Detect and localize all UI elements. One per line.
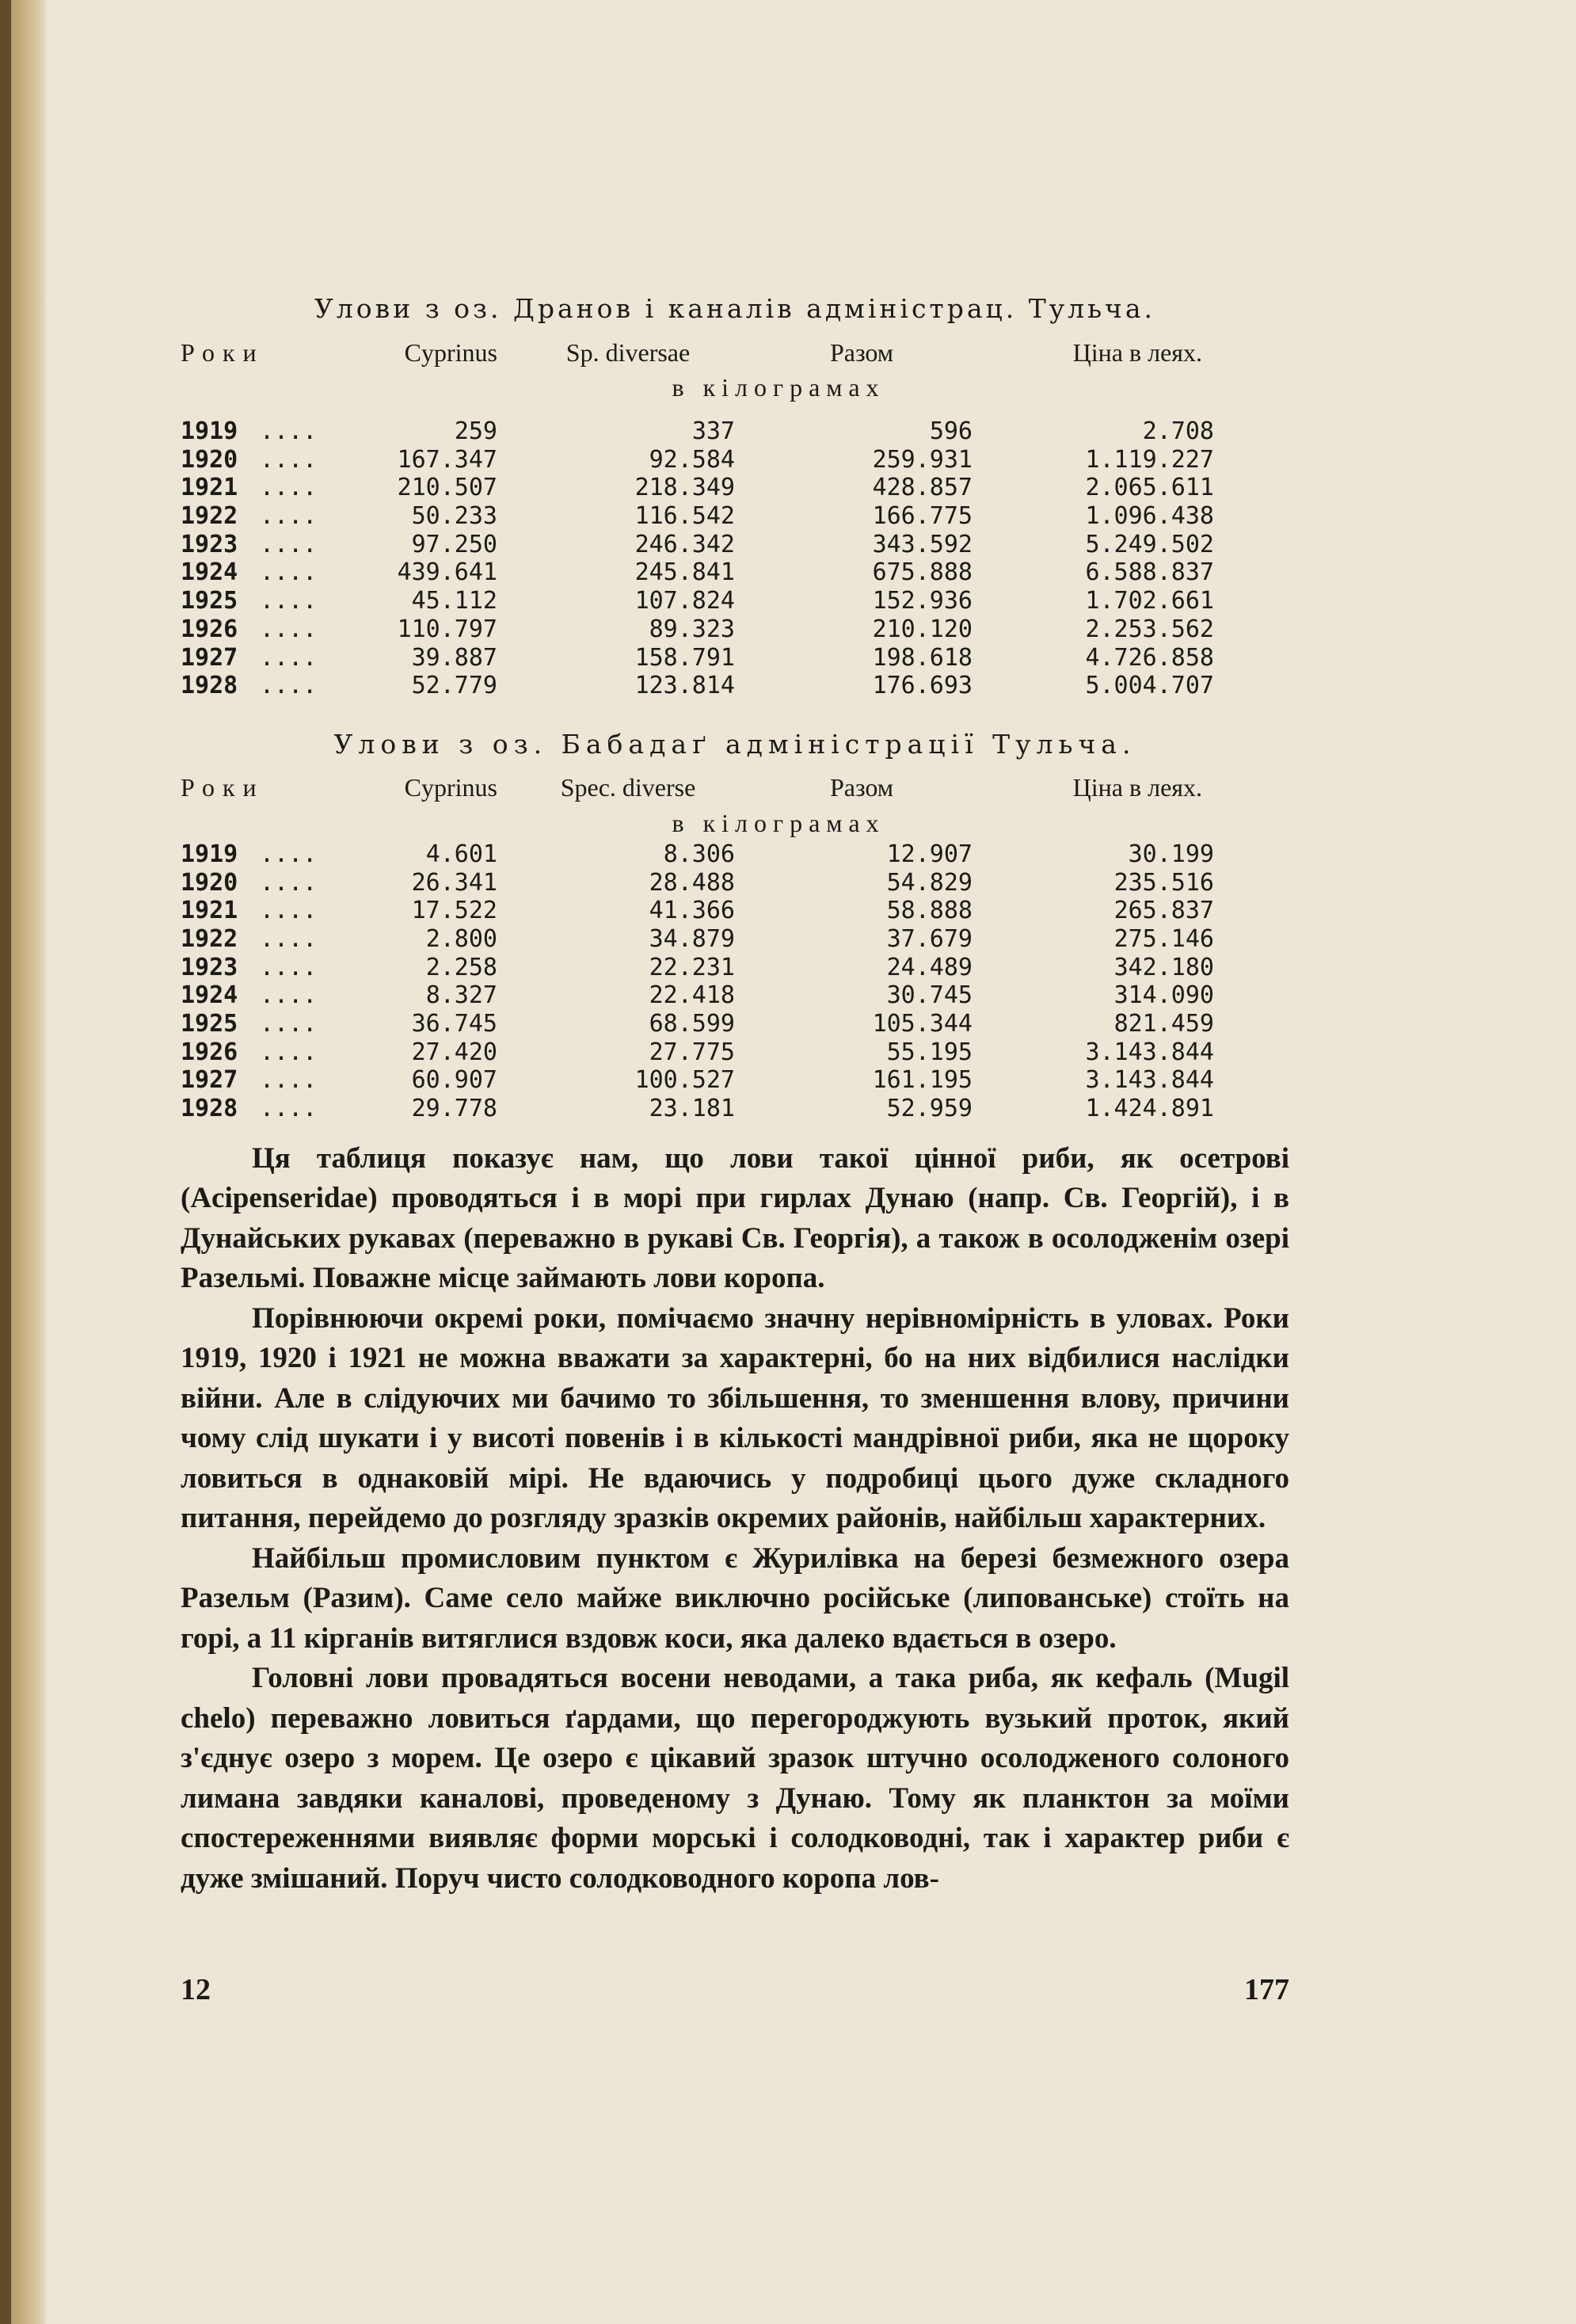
price-cell: 4.726.858 [1085,643,1214,672]
cyprinus-cell: 167.347 [397,445,497,474]
diverse-cell: 8.306 [663,840,735,868]
paragraph: Найбільш промисловим пунктом є Журилівка на березі безмежного озера Разельм (Разим). Саме село майже виключно російське (липованське) стоїть на горі, а 11 кірганів витяглися вздовж коси, яка далеко вдається в озеро. [181,1541,1289,1655]
leader-dots: .... [260,897,318,925]
leader-dots: .... [260,1038,318,1066]
diverse-cell: 123.814 [634,672,735,700]
year-cell: 1928 [181,1095,238,1123]
leader-dots: .... [260,1010,318,1038]
diverse-cell: 218.349 [634,474,735,502]
cyprinus-cell: 45.112 [411,587,497,615]
price-cell: 314.090 [1113,981,1214,1010]
price-cell: 1.424.891 [1085,1095,1214,1123]
year-cell: 1920 [181,445,238,474]
price-cell: 235.516 [1113,868,1214,897]
leader-dots: .... [260,924,318,953]
total-cell: 198.618 [872,643,973,672]
page-footer [181,1972,1289,2007]
body-text [181,1139,1289,1899]
diverse-cell: 28.488 [649,868,735,897]
table-row [181,981,1289,1010]
year-cell: 1922 [181,502,238,531]
year-cell: 1920 [181,868,238,897]
price-cell: 2.253.562 [1085,615,1214,643]
table-row [181,1095,1289,1123]
table-row [181,1010,1289,1038]
table1-body [181,417,1289,700]
price-cell: 30.199 [1128,840,1214,868]
total-cell: 675.888 [872,558,973,587]
year-cell: 1926 [181,1038,238,1066]
year-cell: 1922 [181,924,238,953]
price-cell: 3.143.844 [1085,1066,1214,1095]
table1-header [181,335,1289,370]
diverse-cell: 337 [691,417,735,445]
cyprinus-cell: 27.420 [411,1038,497,1066]
cyprinus-cell: 29.778 [411,1095,497,1123]
price-cell: 265.837 [1113,897,1214,925]
table1-header-diversae: Sp. diversae [565,337,691,367]
total-cell: 58.888 [886,897,973,925]
cyprinus-cell: 439.641 [397,558,497,587]
table-row [181,502,1289,531]
table-row [181,925,1289,954]
leader-dots: .... [260,474,318,502]
table-row [181,446,1289,474]
price-cell: 1.096.438 [1085,502,1214,531]
cyprinus-cell: 17.522 [411,897,497,925]
cyprinus-cell: 4.601 [425,840,497,868]
table-row [181,954,1289,982]
table1-header-price: Ціна в леях. [1072,337,1202,367]
leader-dots: .... [260,445,318,474]
total-cell: 596 [929,417,973,445]
table-row [181,840,1289,869]
total-cell: 30.745 [886,981,973,1010]
diverse-cell: 158.791 [634,643,735,672]
leader-dots: .... [260,840,318,868]
year-cell: 1925 [181,587,238,615]
diverse-cell: 245.841 [634,558,735,587]
table2-unit: в кілограмах [672,808,885,837]
diverse-cell: 107.824 [634,587,735,615]
total-cell: 105.344 [872,1010,973,1038]
cyprinus-cell: 259 [454,417,497,445]
price-cell: 5.004.707 [1085,672,1214,700]
year-cell: 1923 [181,530,238,558]
total-cell: 152.936 [872,587,973,615]
diverse-cell: 68.599 [649,1010,735,1038]
total-cell: 166.775 [872,502,973,531]
diverse-cell: 23.181 [649,1095,735,1123]
table-row [181,417,1289,446]
cyprinus-cell: 210.507 [397,474,497,502]
table1-header-total: Разом [829,337,894,367]
year-cell: 1927 [181,643,238,672]
table-row [181,587,1289,615]
leader-dots: .... [260,502,318,531]
table-row [181,672,1289,700]
table-row [181,615,1289,644]
year-cell: 1926 [181,615,238,643]
cyprinus-cell: 39.887 [411,643,497,672]
table-row [181,558,1289,587]
cyprinus-cell: 50.233 [411,502,497,531]
price-cell: 1.119.227 [1085,445,1214,474]
table-row [181,1066,1289,1095]
table2-title: Улови з оз. Бабадаґ адміністрації Тульча. [333,728,1136,760]
diverse-cell: 92.584 [649,445,735,474]
paragraph: Порівнюючи окремі роки, помічаємо значну нерівномірність в уловах. Роки 1919, 1920 і 1921 не можна вважати за характерні, бо на них відбилися наслідки війни. Але в слідуючих ми бачимо то збільшення, то зменшення влову, причини чому слід шукати і у висоті повенів і в кількості мандрівної риби, яка не щороку ловиться в однаковій мірі. Не вдаючись у подробиці цього дуже складного питання, перейдемо до розгляду зразків окремих районів, найбільш характерних. [181,1301,1289,1535]
price-cell: 821.459 [1113,1010,1214,1038]
table-row [181,897,1289,925]
price-cell: 1.702.661 [1085,587,1214,615]
cyprinus-cell: 110.797 [397,615,497,643]
year-cell: 1928 [181,672,238,700]
total-cell: 24.489 [886,953,973,981]
cyprinus-cell: 52.779 [411,672,497,700]
price-cell: 275.146 [1113,924,1214,953]
year-cell: 1921 [181,897,238,925]
page-number: 177 [1244,1973,1289,2006]
cyprinus-cell: 97.250 [411,530,497,558]
diverse-cell: 41.366 [649,897,735,925]
leader-dots: .... [260,643,318,672]
diverse-cell: 116.542 [634,502,735,531]
table-row [181,531,1289,559]
paragraph: Ця таблиця показує нам, що лови такої цінної риби, як осетрові (Acipenseridae) проводяться і в морі при гирлах Дунаю (напр. Св. Георгій), і в Дунайських рукавах (переважно в рукаві Св. Георгія), а також в осолодженім озері Разельмі. Поважне місце займають лови коропа. [181,1141,1289,1295]
page-content [181,293,1289,1899]
paragraph: Головні лови провадяться восени неводами, а така риба, як кефаль (Mugil chelo) переважно ловиться ґардами, що перегороджують вузький проток, який з'єднує озеро з морем. Це озеро є цікавий зразок штучно осолодженого солоного лимана завдяки каналові, проведеному з Дунаю. Тому як планктон за моїми спостереженнями виявляє форми морські і солодководні, так і характер риби є дуже змішаний. Поруч чисто солодководного коропа лов- [181,1662,1289,1895]
price-cell: 342.180 [1113,953,1214,981]
table1-title: Улови з оз. Дранов і каналів адміністрац. Тульча. [314,293,1156,324]
total-cell: 259.931 [872,445,973,474]
leader-dots: .... [260,868,318,897]
table2-header [181,771,1289,806]
cyprinus-cell: 36.745 [411,1010,497,1038]
table2-header-total: Разом [829,773,894,802]
leader-dots: .... [260,558,318,587]
year-cell: 1923 [181,953,238,981]
signature-mark: 12 [181,1973,211,2006]
diverse-cell: 27.775 [649,1038,735,1066]
total-cell: 176.693 [872,672,973,700]
cyprinus-cell: 2.800 [425,924,497,953]
table-row [181,644,1289,672]
table-row [181,869,1289,897]
cyprinus-cell: 8.327 [425,981,497,1010]
total-cell: 161.195 [872,1066,973,1095]
book-spine-edge [0,0,11,2324]
diverse-cell: 22.231 [649,953,735,981]
year-cell: 1919 [181,840,238,868]
table-row [181,474,1289,502]
leader-dots: .... [260,417,318,445]
year-cell: 1924 [181,981,238,1010]
price-cell: 2.065.611 [1085,474,1214,502]
total-cell: 37.679 [886,924,973,953]
leader-dots: .... [260,672,318,700]
price-cell: 3.143.844 [1085,1038,1214,1066]
diverse-cell: 22.418 [649,981,735,1010]
table-row [181,1038,1289,1067]
year-cell: 1927 [181,1066,238,1095]
total-cell: 54.829 [886,868,973,897]
table2-header-cyprinus: Cyprinus [404,773,497,802]
total-cell: 343.592 [872,530,973,558]
price-cell: 5.249.502 [1085,530,1214,558]
year-cell: 1919 [181,417,238,445]
table1-unit: в кілограмах [672,373,885,402]
leader-dots: .... [260,530,318,558]
table1-header-years: Роки [181,337,265,367]
year-cell: 1924 [181,558,238,587]
table2-header-years: Роки [181,773,265,802]
year-cell: 1925 [181,1010,238,1038]
total-cell: 428.857 [872,474,973,502]
leader-dots: .... [260,1095,318,1123]
total-cell: 210.120 [872,615,973,643]
table2-header-diverse: Spec. diverse [560,773,696,802]
table2-header-price: Ціна в леях. [1072,773,1202,802]
cyprinus-cell: 26.341 [411,868,497,897]
year-cell: 1921 [181,474,238,502]
diverse-cell: 34.879 [649,924,735,953]
table2-body [181,840,1289,1123]
diverse-cell: 246.342 [634,530,735,558]
leader-dots: .... [260,953,318,981]
price-cell: 6.588.837 [1085,558,1214,587]
cyprinus-cell: 2.258 [425,953,497,981]
total-cell: 52.959 [886,1095,973,1123]
price-cell: 2.708 [1142,417,1214,445]
total-cell: 12.907 [886,840,973,868]
table1-header-cyprinus: Cyprinus [404,337,497,367]
cyprinus-cell: 60.907 [411,1066,497,1095]
leader-dots: .... [260,1066,318,1095]
diverse-cell: 100.527 [634,1066,735,1095]
total-cell: 55.195 [886,1038,973,1066]
leader-dots: .... [260,615,318,643]
leader-dots: .... [260,981,318,1010]
leader-dots: .... [260,587,318,615]
diverse-cell: 89.323 [649,615,735,643]
